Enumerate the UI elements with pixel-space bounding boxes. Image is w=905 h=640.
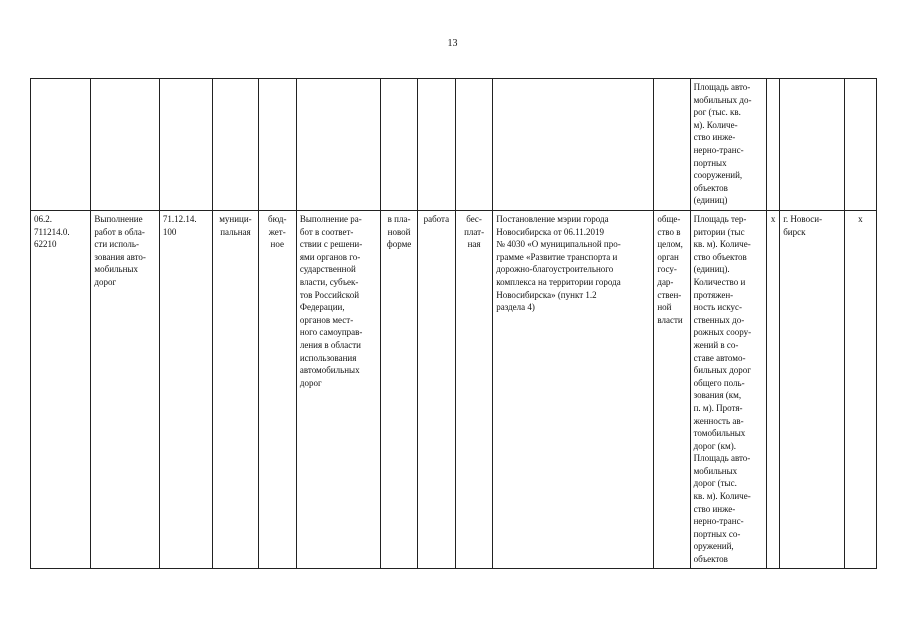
cell-x-1 (767, 79, 780, 211)
cell-okved (159, 79, 212, 211)
cell-legal-act: Постановление мэрии города Новосибирска от 06.11.2019 № 4030 «О муниципальной про- грамме «Развитие транспорта и дорожно-благоустроительного комплекса на территории города Новосибирска» (пункт 1.2 раздела 4) (493, 211, 654, 569)
cell-code: 06.2. 711214.0. 62210 (31, 211, 91, 569)
cell-legal-act (493, 79, 654, 211)
cell-institution (258, 79, 296, 211)
cell-form: в пла- новой форме (381, 211, 417, 569)
cell-location: г. Новоси- бирск (780, 211, 844, 569)
cell-code (31, 79, 91, 211)
cell-okved: 71.12.14. 100 (159, 211, 212, 569)
services-table (30, 78, 877, 569)
cell-consumers (654, 79, 690, 211)
cell-volume-indicators: Площадь тер- ритории (тыс кв. м). Количе- ство объектов (единиц). Количество и протяжен- ность искус- ственных до- рожных соору- жений в со- ставе автомо- бильных дорог общего поль- зования (км, п. м). Протя- женность ав- томобильных дорог (км). Площадь авто- мобильных дорог (тыс. кв. м). Количе- ство инже- нерно-транс- портных со- оружений, объектов (690, 211, 767, 569)
cell-volume-indicators: Площадь авто- мобильных до- рог (тыс. кв. м). Количе- ство инже- нерно-транс- портных сооружений, объектов (единиц) (690, 79, 767, 211)
page-number: 13 (447, 38, 458, 49)
cell-payment (455, 79, 492, 211)
cell-x-1: х (767, 211, 780, 569)
table-row-continuation (31, 79, 877, 211)
cell-institution: бюд- жет- ное (258, 211, 296, 569)
cell-kind: работа (417, 211, 455, 569)
cell-type: муници- пальная (213, 211, 258, 569)
cell-payment: бес- плат- ная (455, 211, 492, 569)
cell-location (780, 79, 844, 211)
cell-consumers: обще- ство в целом, орган госу- дар- ствен- ной власти (654, 211, 690, 569)
cell-kind (417, 79, 455, 211)
cell-content: Выполнение ра- бот в соответ- ствии с решени- ями органов го- сударственной власти, субъек- тов Российской Федерации, органов мест- ного самоуправ- ления в области использования автомобильных дорог (296, 211, 381, 569)
cell-type (213, 79, 258, 211)
cell-form (381, 79, 417, 211)
cell-service-name: Выполнение работ в обла- сти исполь- зования авто- мобильных дорог (91, 211, 159, 569)
cell-service-name (91, 79, 159, 211)
cell-content (296, 79, 381, 211)
cell-x-2 (844, 79, 876, 211)
table-row (31, 211, 877, 569)
cell-x-2: х (844, 211, 876, 569)
